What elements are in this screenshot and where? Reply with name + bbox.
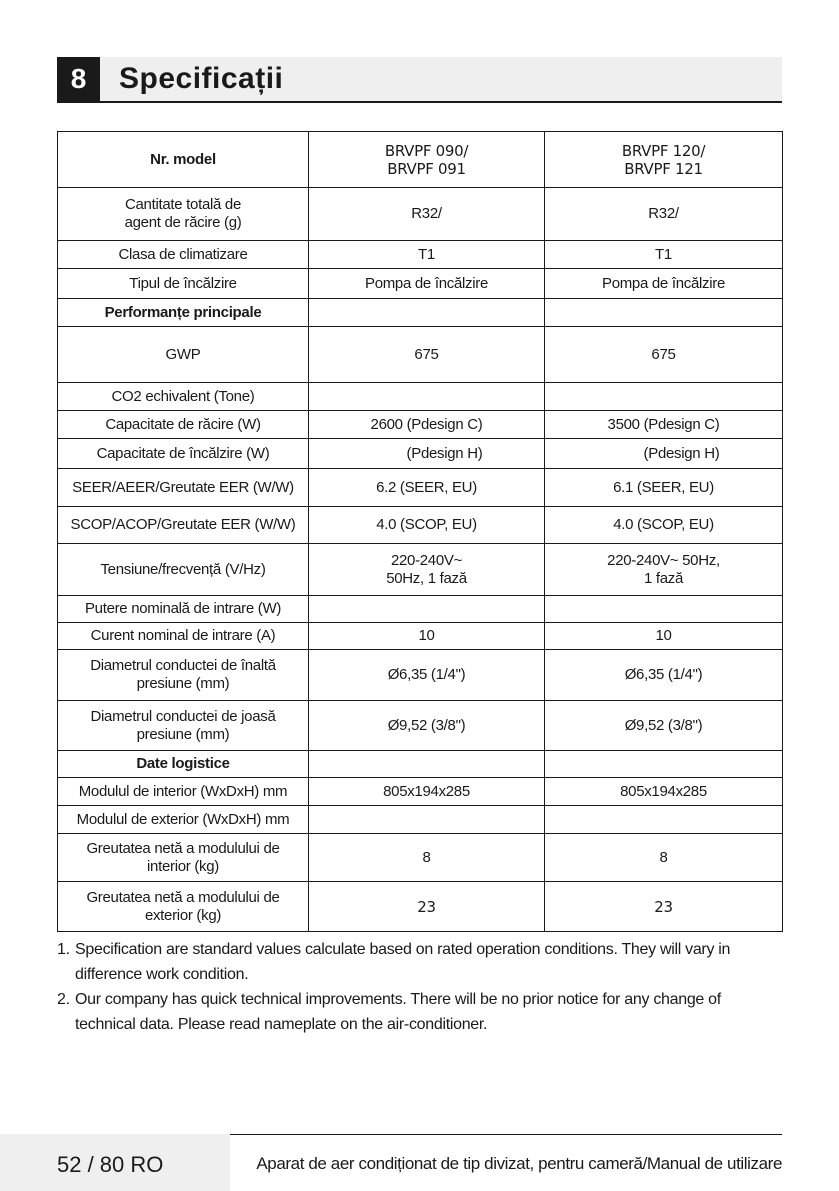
model-a: BRVPF 090/ BRVPF 091 [309,132,545,188]
row-value-b: T1 [545,241,783,269]
row-value-b: 220-240V~ 50Hz, 1 fază [545,544,783,596]
row-label: GWP [58,327,309,383]
row-value-b: R32/ [545,188,783,241]
table-row [58,241,783,269]
table-row [58,544,783,596]
section-title: Specificații [119,62,284,95]
section-header [57,57,782,103]
row-value-a: 805x194x285 [309,778,545,806]
model-b: BRVPF 120/ BRVPF 121 [545,132,783,188]
row-value-a: 23 [309,882,545,932]
row-label: Diametrul conductei de înaltă presiune (mm) [58,650,309,701]
row-value-b: (Pdesign H) [545,439,783,469]
row-label: Tensiune/frecvență (V/Hz) [58,544,309,596]
note-line: technical data. Please read nameplate on the air-conditioner. [75,1016,488,1033]
table-row [58,507,783,544]
table-row [58,383,783,411]
table-header-row [58,132,783,188]
notes [57,937,782,1037]
table-row [58,701,783,751]
row-value-a: 2600 (Pdesign C) [309,411,545,439]
row-value-b [545,806,783,834]
row-label: SEER/AEER/Greutate EER (W/W) [58,469,309,507]
row-label: Modulul de interior (WxDxH) mm [58,778,309,806]
row-value-a: Ø9,52 (3/8") [309,701,545,751]
row-value-b: 6.1 (SEER, EU) [545,469,783,507]
row-label: CO2 echivalent (Tone) [58,383,309,411]
table-row [58,188,783,241]
footer-divider [230,1134,782,1135]
row-value-a [309,751,545,778]
table-row [58,834,783,882]
row-value-b: 675 [545,327,783,383]
row-label: Putere nominală de intrare (W) [58,596,309,623]
row-value-b [545,299,783,327]
table-row [58,439,783,469]
model-label: Nr. model [58,132,309,188]
table-row [58,751,783,778]
table-row [58,411,783,439]
row-label: Capacitate de răcire (W) [58,411,309,439]
row-section-label: Date logistice [58,751,309,778]
row-label: Diametrul conductei de joasă presiune (mm) [58,701,309,751]
row-value-b: 8 [545,834,783,882]
row-value-a: 6.2 (SEER, EU) [309,469,545,507]
note-line: Our company has quick technical improvements. There will be no prior notice for any change of [75,991,721,1008]
row-value-b: 4.0 (SCOP, EU) [545,507,783,544]
row-label: SCOP/ACOP/Greutate EER (W/W) [58,507,309,544]
row-label: Tipul de încălzire [58,269,309,299]
row-value-b: 23 [545,882,783,932]
note-number: 2. [57,991,70,1008]
row-value-a [309,596,545,623]
row-label: Modulul de exterior (WxDxH) mm [58,806,309,834]
row-value-a: 10 [309,623,545,650]
note-item [57,937,782,987]
row-value-a: Ø6,35 (1/4") [309,650,545,701]
row-label: Curent nominal de intrare (A) [58,623,309,650]
table-row [58,269,783,299]
row-value-a: (Pdesign H) [309,439,545,469]
row-label: Greutatea netă a modulului de exterior (kg) [58,882,309,932]
table-row [58,596,783,623]
row-value-a: T1 [309,241,545,269]
table-row [58,327,783,383]
row-label: Clasa de climatizare [58,241,309,269]
note-item [57,987,782,1037]
table-row [58,623,783,650]
row-value-a: 8 [309,834,545,882]
row-value-b: 3500 (Pdesign C) [545,411,783,439]
row-value-b: Ø6,35 (1/4") [545,650,783,701]
row-value-b [545,596,783,623]
row-value-a [309,806,545,834]
note-number: 1. [57,941,70,958]
table-row [58,806,783,834]
table-row [58,882,783,932]
row-value-b [545,383,783,411]
row-value-a: Pompa de încălzire [309,269,545,299]
row-value-b [545,751,783,778]
note-line: difference work condition. [75,966,249,983]
table-row [58,650,783,701]
row-value-a: 220-240V~ 50Hz, 1 fază [309,544,545,596]
footer-title: Aparat de aer condiționat de tip divizat, pentru cameră/Manual de utilizare [256,1154,782,1173]
row-value-b: 10 [545,623,783,650]
specifications-table [57,131,783,932]
row-value-a: 675 [309,327,545,383]
table-row [58,299,783,327]
row-value-b: 805x194x285 [545,778,783,806]
row-value-a: 4.0 (SCOP, EU) [309,507,545,544]
page-number: 52 / 80 RO [57,1152,164,1177]
note-line: Specification are standard values calculate based on rated operation conditions. They will vary in [75,941,731,958]
row-value-a [309,383,545,411]
row-value-a [309,299,545,327]
row-section-label: Performanțe principale [58,299,309,327]
row-value-a: R32/ [309,188,545,241]
row-label: Cantitate totală de agent de răcire (g) [58,188,309,241]
section-number: 8 [57,57,100,101]
table-row [58,469,783,507]
row-value-b: Pompa de încălzire [545,269,783,299]
row-label: Greutatea netă a modulului de interior (kg) [58,834,309,882]
row-label: Capacitate de încălzire (W) [58,439,309,469]
table-row [58,778,783,806]
row-value-b: Ø9,52 (3/8") [545,701,783,751]
